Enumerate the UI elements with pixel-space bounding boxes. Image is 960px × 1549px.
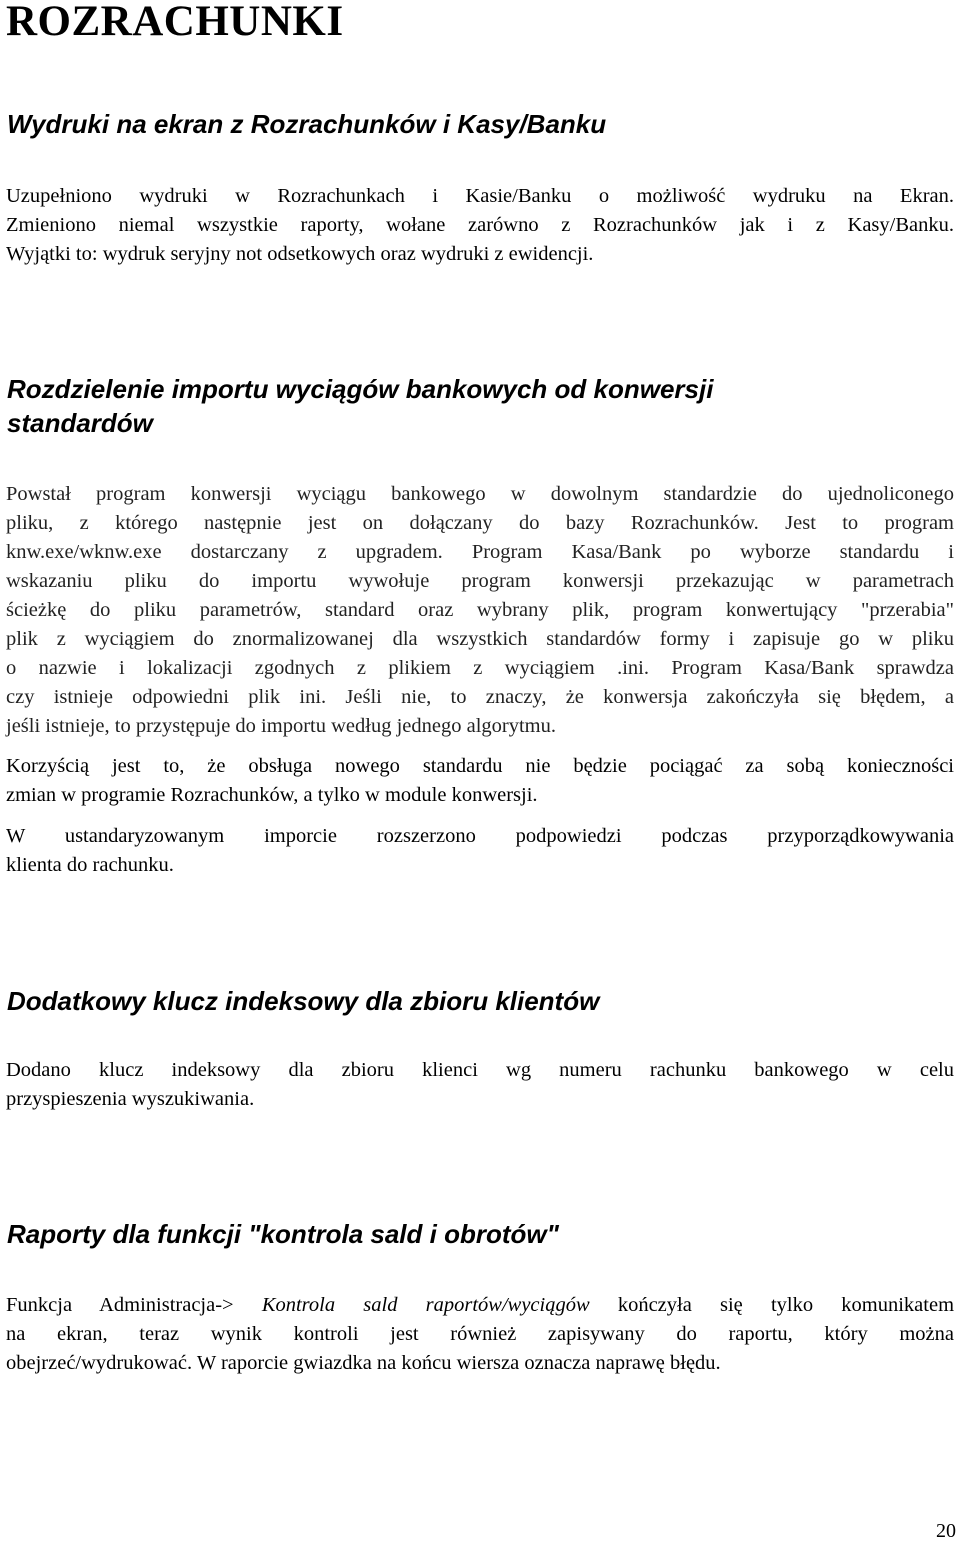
- paragraph-wydruki: [6, 182, 954, 269]
- paragraph-line: Uzupełniono wydruki w Rozrachunkach i Kasie/Banku o możliwość wydruku na Ekran.: [6, 185, 954, 207]
- paragraph-line: przyspieszenia wyszukiwania.: [6, 1088, 255, 1110]
- italic-fragment: Kontrola sald raportów/wyciągów: [261, 1294, 590, 1316]
- paragraph-line: klienta do rachunku.: [6, 854, 174, 876]
- paragraph-line: zmian w programie Rozrachunków, a tylko w module konwersji.: [6, 784, 538, 806]
- section-heading-wydruki: Wydruki na ekran z Rozrachunków i Kasy/Banku: [7, 109, 607, 139]
- paragraph-raporty: [6, 1291, 954, 1378]
- paragraph-korzysci: [6, 752, 954, 810]
- paragraph-line: W ustandaryzowanym imporcie rozszerzono podpowiedzi podczas przyporządkowywania: [6, 825, 954, 847]
- paragraph-line: ścieżkę do pliku parametrów, standard oraz wybrany plik, program konwertujący "przerabia": [6, 599, 954, 621]
- section-heading-klucz: Dodatkowy klucz indeksowy dla zbioru klientów: [7, 986, 600, 1016]
- paragraph-line: o nazwie i lokalizacji zgodnych z plikiem z wyciągiem .ini. Program Kasa/Bank sprawdza: [6, 657, 954, 679]
- paragraph-line: pliku, z którego następnie jest on dołączany do bazy Rozrachunków. Jest to program: [6, 512, 954, 534]
- heading-line: standardów: [7, 408, 153, 438]
- text-fragment: kończyła się tylko komunikatem: [617, 1294, 955, 1316]
- paragraph-line: jeśli istnieje, to przystępuje do importu według jednego algorytmu.: [6, 715, 556, 737]
- document-title: ROZRACHUNKI: [6, 0, 344, 45]
- paragraph-line: Wyjątki to: wydruk seryjny not odsetkowych oraz wydruki z ewidencji.: [6, 243, 594, 265]
- paragraph-line: knw.exe/wknw.exe dostarczany z upgradem. Program Kasa/Bank po wyborze standardu i: [6, 541, 954, 563]
- section-heading-raporty: Raporty dla funkcji "kontrola sald i obrotów": [7, 1219, 559, 1249]
- paragraph-line: na ekran, teraz wynik kontroli jest również zapisywany do raportu, który można: [6, 1323, 954, 1345]
- paragraph-konwersja: [6, 480, 954, 741]
- heading-line: Rozdzielenie importu wyciągów bankowych od konwersji: [7, 374, 714, 404]
- paragraph-line: wskazaniu pliku do importu wywołuje program konwersji przekazując w parametrach: [6, 570, 954, 592]
- paragraph-line: Zmieniono niemal wszystkie raporty, wołane zarówno z Rozrachunków jak i z Kasy/Banku.: [6, 214, 954, 236]
- page-number: 20: [936, 1520, 956, 1542]
- paragraph-line: Dodano klucz indeksowy dla zbioru klienci wg numeru rachunku bankowego w celu: [6, 1059, 954, 1081]
- paragraph-klucz: [6, 1056, 954, 1114]
- section-heading-rozdzielenie: [7, 372, 907, 440]
- paragraph-podpowiedzi: [6, 822, 954, 880]
- paragraph-line: [6, 1291, 954, 1320]
- text-fragment: Funkcja Administracja->: [6, 1294, 234, 1316]
- paragraph-line: plik z wyciągiem do znormalizowanej dla wszystkich standardów formy i zapisuje go w pliku: [6, 628, 954, 650]
- paragraph-line: obejrzeć/wydrukować. W raporcie gwiazdka na końcu wiersza oznacza naprawę błędu.: [6, 1352, 721, 1374]
- paragraph-line: czy istnieje odpowiedni plik ini. Jeśli nie, to znaczy, że konwersja zakończyła się błędem, a: [6, 686, 954, 708]
- paragraph-line: Powstał program konwersji wyciągu bankowego w dowolnym standardzie do ujednoliconego: [6, 483, 954, 505]
- paragraph-line: Korzyścią jest to, że obsługa nowego standardu nie będzie pociągać za sobą konieczności: [6, 755, 954, 777]
